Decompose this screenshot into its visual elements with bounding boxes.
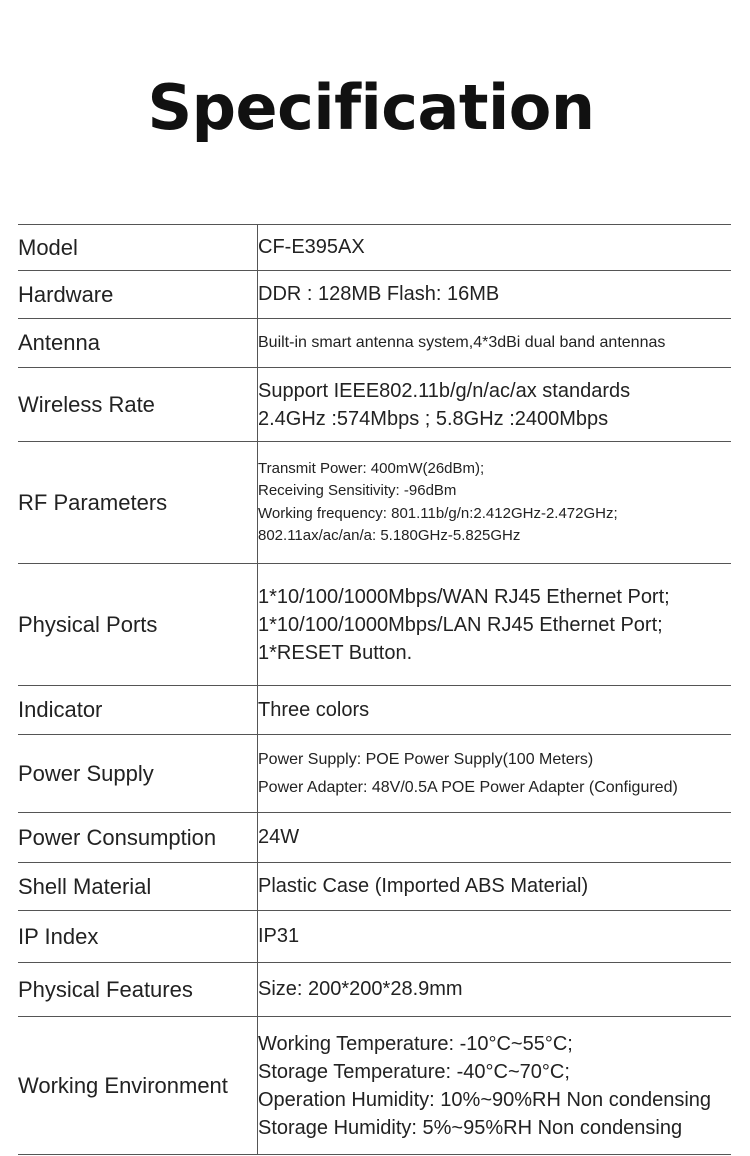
table-row [18, 368, 731, 442]
page-title: Specification [147, 71, 595, 144]
row-value-power-consumption [258, 813, 732, 863]
table-row [18, 225, 731, 271]
value-line: Receiving Sensitivity: -96dBm [258, 482, 457, 499]
value-line: CF-E395AX [258, 236, 365, 258]
row-value-wireless-rate [258, 368, 732, 442]
table-row [18, 1017, 731, 1155]
value-line: 2.4GHz :574Mbps ; 5.8GHz :2400Mbps [258, 407, 609, 430]
value-line: Power Supply: POE Power Supply(100 Meters) [258, 750, 594, 768]
row-label-antenna: Antenna [18, 319, 258, 368]
row-value-hardware [258, 271, 732, 319]
value-line: Built-in smart antenna system,4*3dBi dual band antennas [258, 334, 666, 351]
value-line: IP31 [258, 925, 300, 947]
row-label-indicator: Indicator [18, 686, 258, 735]
value-line: Support IEEE802.11b/g/n/ac/ax standards [258, 379, 631, 402]
value-line: Power Adapter: 48V/0.5A POE Power Adapter (Configured) [258, 778, 678, 796]
row-value-physical-ports [258, 564, 732, 686]
table-row [18, 319, 731, 368]
row-label-rf-parameters: RF Parameters [18, 442, 258, 564]
row-label-shell-material: Shell Material [18, 863, 258, 911]
row-value-model [258, 225, 732, 271]
value-line: Plastic Case (Imported ABS Material) [258, 875, 589, 897]
table-row [18, 735, 731, 813]
value-line: 1*RESET Button. [258, 641, 413, 664]
value-line: 24W [258, 826, 300, 848]
row-label-power-supply: Power Supply [18, 735, 258, 813]
value-line: Operation Humidity: 10%~90%RH Non condensing [258, 1088, 712, 1111]
value-line: Storage Humidity: 5%~95%RH Non condensing [258, 1116, 683, 1139]
value-line: Size: 200*200*28.9mm [258, 978, 463, 1000]
value-line: 802.11ax/ac/an/a: 5.180GHz-5.825GHz [258, 527, 521, 544]
value-line: Working Temperature: -10°C~55°C; [258, 1032, 573, 1055]
table-row [18, 813, 731, 863]
row-label-ip-index: IP Index [18, 911, 258, 963]
value-line: DDR : 128MB Flash: 16MB [258, 283, 500, 305]
value-line: Three colors [258, 698, 370, 721]
table-row [18, 963, 731, 1017]
table-row [18, 271, 731, 319]
row-value-antenna [258, 319, 732, 368]
table-row [18, 911, 731, 963]
value-line: 1*10/100/1000Mbps/WAN RJ45 Ethernet Port; [258, 585, 670, 608]
table-row [18, 863, 731, 911]
row-value-working-environment [258, 1017, 732, 1155]
row-label-physical-ports: Physical Ports [18, 564, 258, 686]
value-line: Storage Temperature: -40°C~70°C; [258, 1060, 570, 1083]
row-label-wireless-rate: Wireless Rate [18, 368, 258, 442]
row-label-hardware: Hardware [18, 271, 258, 319]
row-label-model: Model [18, 225, 258, 271]
row-value-shell-material [258, 863, 732, 911]
row-value-ip-index [258, 911, 732, 963]
row-value-indicator [258, 686, 732, 735]
value-line: Transmit Power: 400mW(26dBm); [258, 459, 485, 477]
table-row [18, 686, 731, 735]
row-label-working-environment: Working Environment [18, 1017, 258, 1155]
row-label-physical-features: Physical Features [18, 963, 258, 1017]
row-value-power-supply [258, 735, 732, 813]
row-value-physical-features [258, 963, 732, 1017]
value-line: 1*10/100/1000Mbps/LAN RJ45 Ethernet Port; [258, 613, 663, 636]
table-row [18, 442, 731, 564]
table-row [18, 564, 731, 686]
row-label-power-consumption: Power Consumption [18, 813, 258, 863]
specification-table [18, 224, 731, 1155]
value-line: Working frequency: 801.11b/g/n:2.412GHz-2.472GHz; [258, 504, 618, 522]
row-value-rf-parameters [258, 442, 732, 564]
